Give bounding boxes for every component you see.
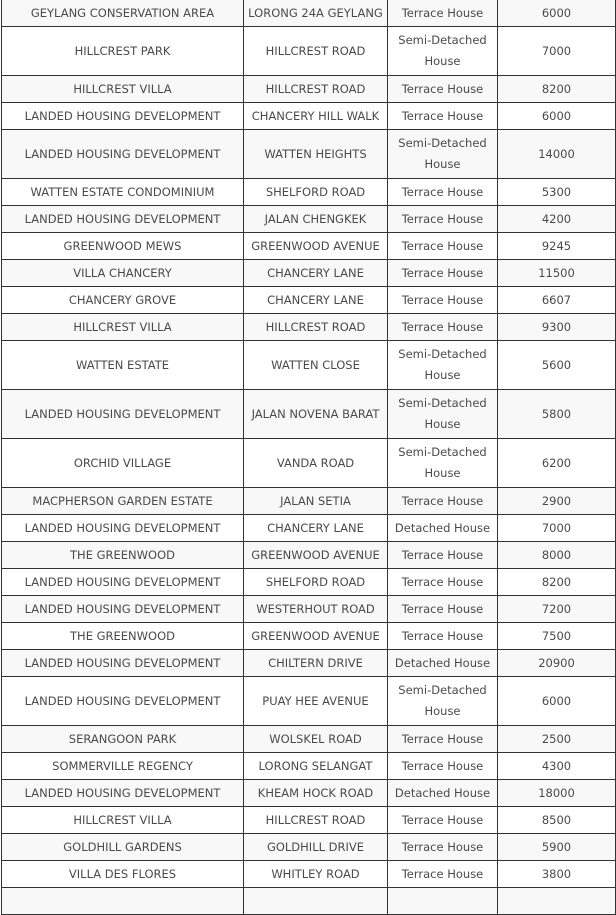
street-name-cell: VANDA ROAD	[244, 439, 388, 488]
street-name-cell: SHELFORD ROAD	[244, 569, 388, 596]
land-area-cell: 4300	[498, 753, 616, 780]
land-area-cell: 18000	[498, 780, 616, 807]
table-row	[2, 179, 616, 206]
project-name-cell: VILLA DES FLORES	[2, 861, 244, 888]
street-name-cell: WOLSKEL ROAD	[244, 726, 388, 753]
street-name-cell: LORONG SELANGAT	[244, 753, 388, 780]
property-type-cell: Semi-Detached House	[388, 677, 498, 726]
land-area-cell: 11500	[498, 260, 616, 287]
table-row	[2, 623, 616, 650]
street-name-cell: GOLDHILL DRIVE	[244, 834, 388, 861]
project-name-cell: HILLCREST VILLA	[2, 807, 244, 834]
property-type-cell: Terrace House	[388, 861, 498, 888]
street-name-cell: GREENWOOD AVENUE	[244, 623, 388, 650]
project-name-cell: LANDED HOUSING DEVELOPMENT	[2, 206, 244, 233]
property-type-cell: Terrace House	[388, 103, 498, 130]
property-type-cell	[388, 888, 498, 915]
table-row	[2, 753, 616, 780]
project-name-cell: THE GREENWOOD	[2, 623, 244, 650]
table-row	[2, 341, 616, 390]
property-type-cell: Semi-Detached House	[388, 341, 498, 390]
land-area-cell: 8500	[498, 807, 616, 834]
land-area-cell: 7000	[498, 27, 616, 76]
project-name-cell: VILLA CHANCERY	[2, 260, 244, 287]
property-type-cell: Terrace House	[388, 76, 498, 103]
property-type-cell: Semi-Detached House	[388, 439, 498, 488]
street-name-cell: WHITLEY ROAD	[244, 861, 388, 888]
street-name-cell: HILLCREST ROAD	[244, 27, 388, 76]
land-area-cell: 5600	[498, 341, 616, 390]
table-row	[2, 596, 616, 623]
street-name-cell: KHEAM HOCK ROAD	[244, 780, 388, 807]
project-name-cell: GOLDHILL GARDENS	[2, 834, 244, 861]
street-name-cell: PUAY HEE AVENUE	[244, 677, 388, 726]
project-name-cell: HILLCREST VILLA	[2, 314, 244, 341]
project-name-cell: WATTEN ESTATE	[2, 341, 244, 390]
property-type-cell: Terrace House	[388, 179, 498, 206]
property-table	[1, 0, 616, 915]
land-area-cell: 6000	[498, 0, 616, 27]
table-body	[2, 0, 616, 915]
land-area-cell: 6000	[498, 677, 616, 726]
property-type-cell: Detached House	[388, 515, 498, 542]
land-area-cell: 2900	[498, 488, 616, 515]
table-row	[2, 287, 616, 314]
property-type-cell: Terrace House	[388, 233, 498, 260]
land-area-cell: 8200	[498, 569, 616, 596]
property-type-cell: Terrace House	[388, 287, 498, 314]
land-area-cell: 6000	[498, 103, 616, 130]
table-row	[2, 488, 616, 515]
street-name-cell: LORONG 24A GEYLANG	[244, 0, 388, 27]
street-name-cell: GREENWOOD AVENUE	[244, 542, 388, 569]
table-row	[2, 103, 616, 130]
street-name-cell: JALAN CHENGKEK	[244, 206, 388, 233]
project-name-cell: GREENWOOD MEWS	[2, 233, 244, 260]
table-row	[2, 888, 616, 915]
table-row	[2, 677, 616, 726]
street-name-cell: WESTERHOUT ROAD	[244, 596, 388, 623]
project-name-cell: GEYLANG CONSERVATION AREA	[2, 0, 244, 27]
table-row	[2, 861, 616, 888]
street-name-cell: CHANCERY LANE	[244, 287, 388, 314]
project-name-cell: LANDED HOUSING DEVELOPMENT	[2, 780, 244, 807]
project-name-cell: LANDED HOUSING DEVELOPMENT	[2, 569, 244, 596]
property-type-cell: Terrace House	[388, 726, 498, 753]
project-name-cell: LANDED HOUSING DEVELOPMENT	[2, 650, 244, 677]
property-type-cell: Terrace House	[388, 753, 498, 780]
land-area-cell: 6607	[498, 287, 616, 314]
street-name-cell: CHANCERY LANE	[244, 515, 388, 542]
street-name-cell: SHELFORD ROAD	[244, 179, 388, 206]
land-area-cell: 8200	[498, 76, 616, 103]
street-name-cell: WATTEN HEIGHTS	[244, 130, 388, 179]
table-row	[2, 807, 616, 834]
project-name-cell: SOMMERVILLE REGENCY	[2, 753, 244, 780]
table-row	[2, 260, 616, 287]
land-area-cell: 2500	[498, 726, 616, 753]
property-type-cell: Detached House	[388, 650, 498, 677]
table-row	[2, 515, 616, 542]
property-type-cell: Terrace House	[388, 260, 498, 287]
property-type-cell: Terrace House	[388, 623, 498, 650]
table-row	[2, 542, 616, 569]
street-name-cell: JALAN NOVENA BARAT	[244, 390, 388, 439]
property-type-cell: Semi-Detached House	[388, 130, 498, 179]
table-row	[2, 390, 616, 439]
table-row	[2, 130, 616, 179]
property-type-cell: Terrace House	[388, 542, 498, 569]
land-area-cell: 8000	[498, 542, 616, 569]
property-type-cell: Terrace House	[388, 314, 498, 341]
land-area-cell	[498, 888, 616, 915]
land-area-cell: 14000	[498, 130, 616, 179]
project-name-cell: WATTEN ESTATE CONDOMINIUM	[2, 179, 244, 206]
project-name-cell: LANDED HOUSING DEVELOPMENT	[2, 677, 244, 726]
property-type-cell: Terrace House	[388, 807, 498, 834]
project-name-cell: HILLCREST PARK	[2, 27, 244, 76]
table-row	[2, 314, 616, 341]
project-name-cell: SERANGOON PARK	[2, 726, 244, 753]
project-name-cell: MACPHERSON GARDEN ESTATE	[2, 488, 244, 515]
property-type-cell: Semi-Detached House	[388, 27, 498, 76]
street-name-cell	[244, 888, 388, 915]
property-type-cell: Terrace House	[388, 569, 498, 596]
street-name-cell: JALAN SETIA	[244, 488, 388, 515]
street-name-cell: GREENWOOD AVENUE	[244, 233, 388, 260]
table-row	[2, 0, 616, 27]
property-type-cell: Terrace House	[388, 488, 498, 515]
property-type-cell: Terrace House	[388, 596, 498, 623]
street-name-cell: CHANCERY HILL WALK	[244, 103, 388, 130]
street-name-cell: HILLCREST ROAD	[244, 76, 388, 103]
land-area-cell: 3800	[498, 861, 616, 888]
street-name-cell: HILLCREST ROAD	[244, 314, 388, 341]
land-area-cell: 5300	[498, 179, 616, 206]
project-name-cell: LANDED HOUSING DEVELOPMENT	[2, 130, 244, 179]
property-type-cell: Terrace House	[388, 834, 498, 861]
land-area-cell: 9245	[498, 233, 616, 260]
land-area-cell: 9300	[498, 314, 616, 341]
project-name-cell: LANDED HOUSING DEVELOPMENT	[2, 596, 244, 623]
property-type-cell: Terrace House	[388, 0, 498, 27]
land-area-cell: 4200	[498, 206, 616, 233]
street-name-cell: HILLCREST ROAD	[244, 807, 388, 834]
project-name-cell: LANDED HOUSING DEVELOPMENT	[2, 515, 244, 542]
table-row	[2, 76, 616, 103]
project-name-cell: CHANCERY GROVE	[2, 287, 244, 314]
street-name-cell: WATTEN CLOSE	[244, 341, 388, 390]
table-row	[2, 569, 616, 596]
table-row	[2, 726, 616, 753]
table-row	[2, 780, 616, 807]
project-name-cell	[2, 888, 244, 915]
property-type-cell: Semi-Detached House	[388, 390, 498, 439]
table-row	[2, 206, 616, 233]
project-name-cell: LANDED HOUSING DEVELOPMENT	[2, 103, 244, 130]
property-type-cell: Detached House	[388, 780, 498, 807]
project-name-cell: LANDED HOUSING DEVELOPMENT	[2, 390, 244, 439]
land-area-cell: 7000	[498, 515, 616, 542]
land-area-cell: 6200	[498, 439, 616, 488]
street-name-cell: CHANCERY LANE	[244, 260, 388, 287]
table-row	[2, 834, 616, 861]
land-area-cell: 7500	[498, 623, 616, 650]
property-type-cell: Terrace House	[388, 206, 498, 233]
street-name-cell: CHILTERN DRIVE	[244, 650, 388, 677]
project-name-cell: HILLCREST VILLA	[2, 76, 244, 103]
table-row	[2, 27, 616, 76]
table-row	[2, 233, 616, 260]
land-area-cell: 5800	[498, 390, 616, 439]
table-row	[2, 650, 616, 677]
table-row	[2, 439, 616, 488]
land-area-cell: 7200	[498, 596, 616, 623]
land-area-cell: 5900	[498, 834, 616, 861]
project-name-cell: ORCHID VILLAGE	[2, 439, 244, 488]
project-name-cell: THE GREENWOOD	[2, 542, 244, 569]
land-area-cell: 20900	[498, 650, 616, 677]
